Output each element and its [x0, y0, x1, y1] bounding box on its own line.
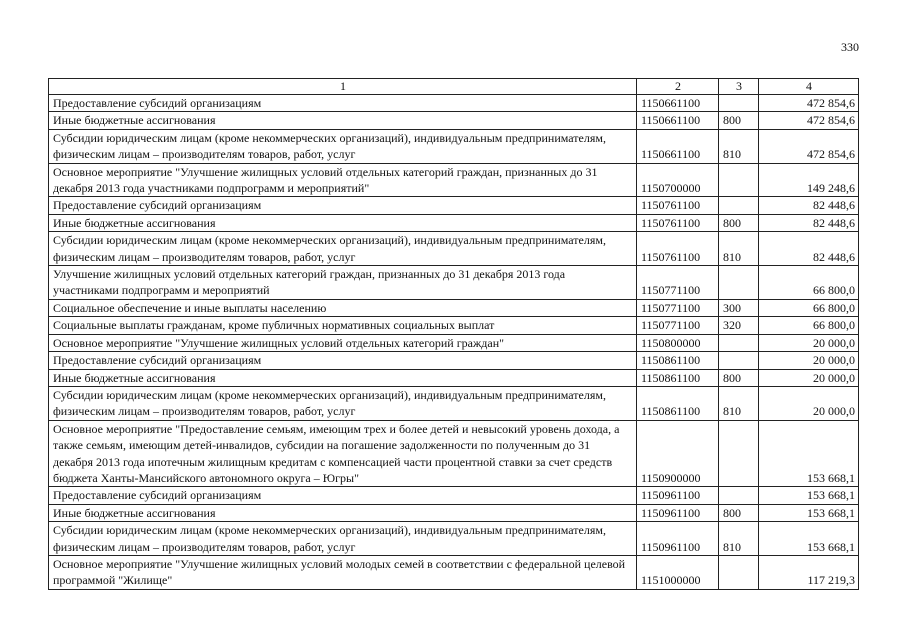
header-col-2: 2 — [637, 79, 719, 95]
row-target-code: 1150761100 — [637, 232, 719, 266]
row-target-code: 1151000000 — [637, 555, 719, 589]
row-name: Социальные выплаты гражданам, кроме публичных нормативных социальных выплат — [49, 317, 637, 334]
row-target-code: 1150771100 — [637, 266, 719, 300]
row-name: Предоставление субсидий организациям — [49, 95, 637, 112]
table-row — [49, 317, 859, 334]
row-amount: 20 000,0 — [759, 334, 859, 351]
row-amount: 66 800,0 — [759, 317, 859, 334]
row-target-code: 1150800000 — [637, 334, 719, 351]
table-header — [49, 79, 859, 95]
row-amount: 149 248,6 — [759, 163, 859, 197]
table-row — [49, 112, 859, 129]
row-expense-type — [719, 352, 759, 369]
row-name: Основное мероприятие "Улучшение жилищных условий отдельных категорий граждан, признанных до 31 декабря 2013 года участниками подпрограмм и мероприятий" — [49, 163, 637, 197]
row-target-code: 1150761100 — [637, 214, 719, 231]
table-row — [49, 197, 859, 214]
row-name: Иные бюджетные ассигнования — [49, 214, 637, 231]
header-col-4: 4 — [759, 79, 859, 95]
table-row — [49, 352, 859, 369]
table-row — [49, 95, 859, 112]
row-name: Иные бюджетные ассигнования — [49, 112, 637, 129]
row-name: Субсидии юридическим лицам (кроме некоммерческих организаций), индивидуальным предпринимателям, физическим лицам – производителям товаров, работ, услуг — [49, 232, 637, 266]
row-expense-type: 810 — [719, 386, 759, 420]
row-expense-type: 810 — [719, 129, 759, 163]
row-expense-type: 810 — [719, 522, 759, 556]
row-expense-type — [719, 420, 759, 487]
row-expense-type — [719, 487, 759, 504]
row-expense-type — [719, 555, 759, 589]
row-amount: 153 668,1 — [759, 487, 859, 504]
row-name: Иные бюджетные ассигнования — [49, 369, 637, 386]
table-row — [49, 214, 859, 231]
row-name: Субсидии юридическим лицам (кроме некоммерческих организаций), индивидуальным предпринимателям, физическим лицам – производителям товаров, работ, услуг — [49, 522, 637, 556]
row-target-code: 1150661100 — [637, 95, 719, 112]
row-name: Иные бюджетные ассигнования — [49, 504, 637, 521]
table-row — [49, 487, 859, 504]
table-row — [49, 266, 859, 300]
row-amount: 82 448,6 — [759, 197, 859, 214]
row-name: Основное мероприятие "Улучшение жилищных условий отдельных категорий граждан" — [49, 334, 637, 351]
row-target-code: 1150761100 — [637, 197, 719, 214]
row-amount: 472 854,6 — [759, 129, 859, 163]
row-expense-type: 800 — [719, 504, 759, 521]
row-target-code: 1150661100 — [637, 129, 719, 163]
table-row — [49, 386, 859, 420]
table-row — [49, 163, 859, 197]
row-target-code: 1150961100 — [637, 522, 719, 556]
table-row — [49, 334, 859, 351]
row-amount: 153 668,1 — [759, 420, 859, 487]
table-row — [49, 555, 859, 589]
row-target-code: 1150861100 — [637, 369, 719, 386]
row-amount: 472 854,6 — [759, 95, 859, 112]
row-amount: 20 000,0 — [759, 352, 859, 369]
header-col-3: 3 — [719, 79, 759, 95]
table-row — [49, 504, 859, 521]
row-target-code: 1150961100 — [637, 504, 719, 521]
row-amount: 20 000,0 — [759, 386, 859, 420]
row-amount: 66 800,0 — [759, 266, 859, 300]
table-row — [49, 232, 859, 266]
row-expense-type: 800 — [719, 369, 759, 386]
row-target-code: 1150861100 — [637, 386, 719, 420]
row-name: Субсидии юридическим лицам (кроме некоммерческих организаций), индивидуальным предпринимателям, физическим лицам – производителям товаров, работ, услуг — [49, 386, 637, 420]
row-expense-type — [719, 197, 759, 214]
row-expense-type: 300 — [719, 299, 759, 316]
row-amount: 82 448,6 — [759, 232, 859, 266]
row-expense-type: 320 — [719, 317, 759, 334]
row-expense-type — [719, 334, 759, 351]
table-row — [49, 299, 859, 316]
row-expense-type — [719, 266, 759, 300]
budget-table — [48, 78, 859, 590]
table-row — [49, 420, 859, 487]
row-name: Улучшение жилищных условий отдельных категорий граждан, признанных до 31 декабря 2013 года участниками подпрограмм и мероприятий — [49, 266, 637, 300]
row-name: Основное мероприятие "Предоставление семьям, имеющим трех и более детей и невысокий уровень дохода, а также семьям, имеющим детей-инвалидов, субсидии на погашение задолженности по полученным до 31 декабря 2013 года ипотечным жилищным кредитам с компенсацией части процентной ставки за счет средств бюджета Ханты-Мансийского автономного округа – Югры" — [49, 420, 637, 487]
row-expense-type: 800 — [719, 112, 759, 129]
table-body — [49, 95, 859, 590]
row-amount: 153 668,1 — [759, 522, 859, 556]
row-name: Основное мероприятие "Улучшение жилищных условий молодых семей в соответствии с федеральной целевой программой "Жилище" — [49, 555, 637, 589]
header-col-1: 1 — [49, 79, 637, 95]
row-target-code: 1150700000 — [637, 163, 719, 197]
page-number: 330 — [841, 40, 859, 54]
row-amount: 82 448,6 — [759, 214, 859, 231]
row-target-code: 1150861100 — [637, 352, 719, 369]
row-name: Субсидии юридическим лицам (кроме некоммерческих организаций), индивидуальным предпринимателям, физическим лицам – производителям товаров, работ, услуг — [49, 129, 637, 163]
row-expense-type — [719, 95, 759, 112]
row-target-code: 1150771100 — [637, 317, 719, 334]
row-target-code: 1150661100 — [637, 112, 719, 129]
table-row — [49, 369, 859, 386]
table-row — [49, 129, 859, 163]
row-name: Предоставление субсидий организациям — [49, 487, 637, 504]
row-name: Предоставление субсидий организациям — [49, 197, 637, 214]
row-amount: 20 000,0 — [759, 369, 859, 386]
row-amount: 66 800,0 — [759, 299, 859, 316]
row-target-code: 1150771100 — [637, 299, 719, 316]
row-amount: 117 219,3 — [759, 555, 859, 589]
row-target-code: 1150900000 — [637, 420, 719, 487]
row-name: Социальное обеспечение и иные выплаты населению — [49, 299, 637, 316]
row-expense-type — [719, 163, 759, 197]
row-target-code: 1150961100 — [637, 487, 719, 504]
header-row — [49, 79, 859, 95]
row-amount: 472 854,6 — [759, 112, 859, 129]
row-expense-type: 800 — [719, 214, 759, 231]
row-name: Предоставление субсидий организациям — [49, 352, 637, 369]
row-amount: 153 668,1 — [759, 504, 859, 521]
row-expense-type: 810 — [719, 232, 759, 266]
table-row — [49, 522, 859, 556]
